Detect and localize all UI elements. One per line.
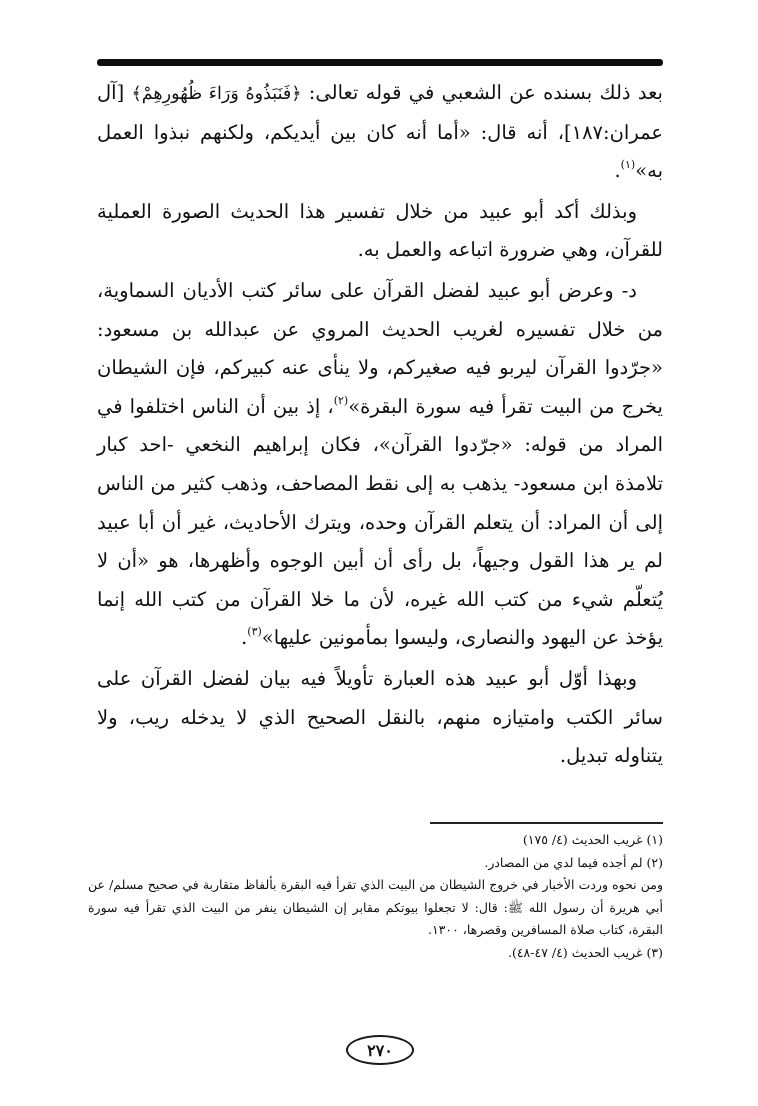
header-rule [97,59,663,66]
footnote-1: (١) غريب الحديث (٤/ ١٧٥) [522,832,663,847]
main-text [97,74,663,776]
paragraph-3-end: . [241,626,248,650]
paragraph-1-end: . [614,159,621,183]
footnote-3: (٣) غريب الحديث (٤/ ٤٧-٤٨). [507,944,663,960]
paragraph-1-intro: بعد ذلك بسنده عن الشعبي في قوله تعالى: [301,81,663,104]
footnote-ref-1: (١) [620,158,636,172]
quran-verse: ﴿فَنَبَذُوهُ وَرَاءَ ظُهُورِهِمْ﴾ [131,84,302,104]
footnote-ref-3: (٣) [247,625,262,639]
footnote-2: (٢) لم أجده فيما لدي من المصادر. [484,854,663,870]
paragraph-3-text: د- وعرض أبو عبيد لفضل القرآن على سائر كتب الأديان السماوية، من خلال تفسيره لغريب الحديث المروي عن عبدالله بن مسعود: «جرّدوا القرآن ليربو فيه صغيركم، ولا ينأى عنه كبيركم، فإن الشيطان يخرج من البيت تقرأ فيه سورة البقرة» [97,278,663,418]
paragraph-1 [97,74,663,191]
footnote-2-continuation: ومن نحوه وردت الأخبار في خروج الشيطان من البيت الذي تقرأ فيه البقرة بألفاظ متقاربة في صحيح مسلم/ عن أبي هريرة أن رسول الله ﷺ: قال: لا تجعلوا بيوتكم مقابر إن الشيطان ينفر من البيت الذي تقرأ فيه سورة البقرة، كتاب صلاة المسافرين وقصرها، ١٣٠٠. [88,877,663,937]
page-number: ٢٧٠ [346,1035,414,1065]
paragraph-3 [97,272,663,658]
paragraph-4: وبهذا أوّل أبو عبيد هذه العبارة تأويلاً فيه بيان لفضل القرآن على سائر الكتب وامتيازه منهم، بالنقل الصحيح الذي لا يدخله ريب، ولا يتناوله تبديل. [97,666,663,768]
paragraph-3-text2: ، إذ بين أن الناس اختلفوا في المراد من قوله: «جرّدوا القرآن»، فكان إبراهيم النخعي -احد كبار تلامذة ابن مسعود- يذهب به إلى نقط المصاحف، وذهب كثير من الناس إلى أن المراد: أن يتعلم القرآن وحده، ويترك الأحاديث، غير أن أبا عبيد لم ير هذا القول وجيهاً، بل رأى أن أبين الوجوه وأظهرها، هو «أن لا يُتعلّم شيء من كتب الله غيره، لأن ما خلا القرآن من كتب الله إنما يؤخذ عن اليهود والنصارى، وليسوا بمأمونين عليها» [97,394,664,650]
footnote-separator [430,822,663,824]
footnotes [88,829,663,964]
footnote-ref-2: (٢) [333,393,349,407]
paragraph-1-quote: [آل عمران:١٨٧]، أنه قال: «أما أنه كان بين أيديكم، ولكنهم نبذوا العمل به» [97,81,663,183]
paragraph-2: وبذلك أكد أبو عبيد من خلال تفسير هذا الحديث الصورة العملية للقرآن، وهي ضرورة اتباعه والعمل به. [97,199,663,262]
